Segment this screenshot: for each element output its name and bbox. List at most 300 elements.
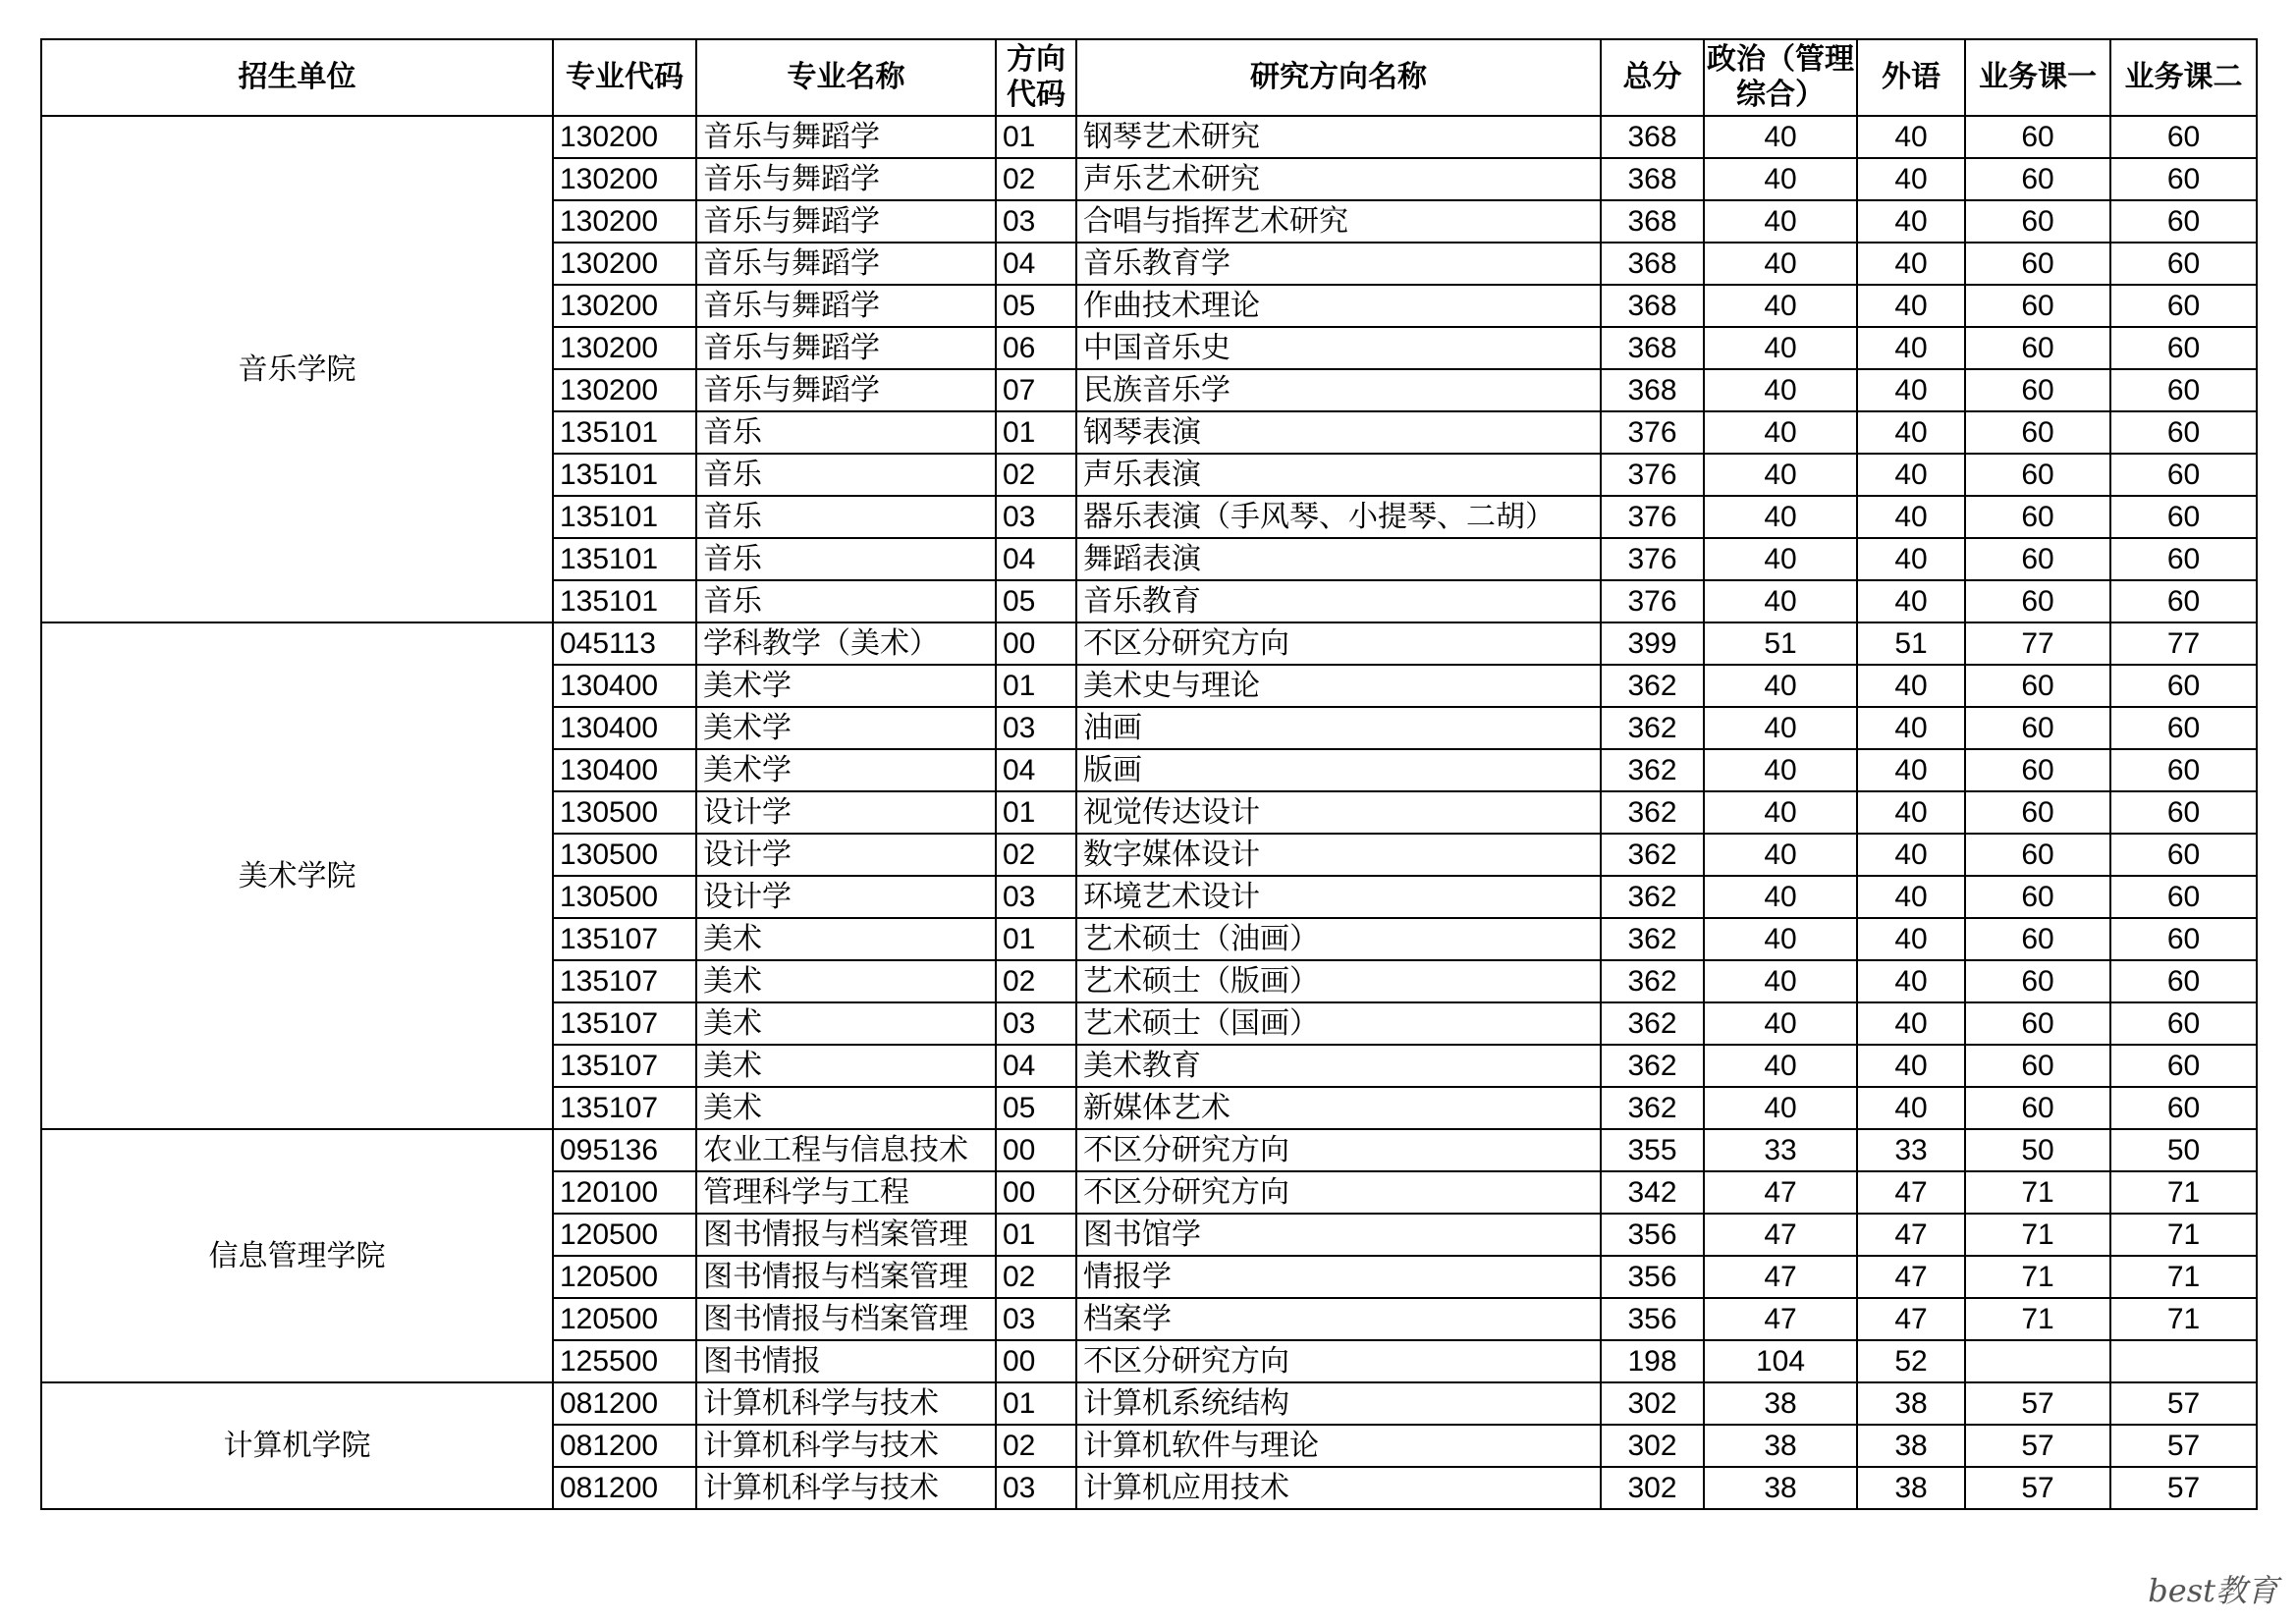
cell-course-2 — [2110, 1340, 2257, 1382]
cell-foreign-language: 40 — [1857, 1045, 1965, 1087]
cell-total: 368 — [1601, 158, 1704, 200]
cell-foreign-language: 40 — [1857, 1002, 1965, 1045]
cell-politics: 40 — [1704, 707, 1857, 749]
cell-politics: 40 — [1704, 454, 1857, 496]
cell-total: 302 — [1601, 1467, 1704, 1509]
cell-major-name: 设计学 — [696, 791, 996, 834]
cell-course-1: 60 — [1965, 243, 2110, 285]
cell-foreign-language: 51 — [1857, 622, 1965, 665]
cell-direction-name: 不区分研究方向 — [1076, 1171, 1601, 1214]
cell-direction-code: 01 — [996, 1382, 1076, 1425]
cell-politics: 47 — [1704, 1214, 1857, 1256]
cell-direction-name: 数字媒体设计 — [1076, 834, 1601, 876]
cell-course-1: 60 — [1965, 665, 2110, 707]
cell-total: 362 — [1601, 791, 1704, 834]
cell-direction-code: 03 — [996, 200, 1076, 243]
table-row — [41, 1129, 2257, 1171]
cell-direction-name: 新媒体艺术 — [1076, 1087, 1601, 1129]
cell-total: 362 — [1601, 749, 1704, 791]
cell-total: 355 — [1601, 1129, 1704, 1171]
cell-foreign-language: 40 — [1857, 791, 1965, 834]
cell-course-1: 60 — [1965, 834, 2110, 876]
cell-major-name: 计算机科学与技术 — [696, 1382, 996, 1425]
cell-major-code: 095136 — [553, 1129, 696, 1171]
cell-major-name: 美术 — [696, 918, 996, 960]
cell-major-code: 045113 — [553, 622, 696, 665]
cell-foreign-language: 40 — [1857, 665, 1965, 707]
cell-direction-code: 01 — [996, 665, 1076, 707]
cell-foreign-language: 40 — [1857, 538, 1965, 580]
cell-course-2: 60 — [2110, 791, 2257, 834]
cell-direction-name: 钢琴表演 — [1076, 411, 1601, 454]
cell-foreign-language: 33 — [1857, 1129, 1965, 1171]
cell-major-name: 音乐 — [696, 580, 996, 622]
cell-direction-code: 02 — [996, 158, 1076, 200]
table-header — [41, 39, 2257, 116]
cell-course-2: 60 — [2110, 116, 2257, 158]
cell-course-2: 57 — [2110, 1425, 2257, 1467]
cell-major-name: 设计学 — [696, 834, 996, 876]
cell-major-name: 音乐与舞蹈学 — [696, 327, 996, 369]
cell-direction-name: 油画 — [1076, 707, 1601, 749]
cell-foreign-language: 40 — [1857, 158, 1965, 200]
cell-major-name: 美术 — [696, 960, 996, 1002]
cell-course-2: 71 — [2110, 1214, 2257, 1256]
cell-major-name: 音乐 — [696, 454, 996, 496]
cell-course-2: 60 — [2110, 960, 2257, 1002]
cell-direction-code: 00 — [996, 1129, 1076, 1171]
cell-direction-code: 01 — [996, 918, 1076, 960]
cell-politics: 40 — [1704, 116, 1857, 158]
cell-foreign-language: 40 — [1857, 749, 1965, 791]
header-direction-code: 方向代码 — [996, 39, 1076, 116]
cell-major-code: 120500 — [553, 1298, 696, 1340]
cell-politics: 47 — [1704, 1171, 1857, 1214]
watermark: best教育 — [2148, 1572, 2278, 1609]
cell-course-1: 57 — [1965, 1382, 2110, 1425]
cell-total: 362 — [1601, 1045, 1704, 1087]
cell-foreign-language: 40 — [1857, 707, 1965, 749]
cell-unit: 信息管理学院 — [41, 1129, 553, 1382]
cell-major-code: 130400 — [553, 665, 696, 707]
cell-course-1: 60 — [1965, 749, 2110, 791]
cell-direction-code: 05 — [996, 1087, 1076, 1129]
cell-direction-code: 03 — [996, 496, 1076, 538]
cell-direction-name: 美术教育 — [1076, 1045, 1601, 1087]
cell-total: 362 — [1601, 1002, 1704, 1045]
cell-foreign-language: 40 — [1857, 454, 1965, 496]
cell-course-1: 60 — [1965, 580, 2110, 622]
cell-foreign-language: 40 — [1857, 918, 1965, 960]
cell-direction-name: 情报学 — [1076, 1256, 1601, 1298]
cell-major-code: 130200 — [553, 243, 696, 285]
cell-direction-code: 05 — [996, 580, 1076, 622]
cell-major-code: 130200 — [553, 116, 696, 158]
cell-politics: 40 — [1704, 1002, 1857, 1045]
cell-foreign-language: 40 — [1857, 960, 1965, 1002]
cell-total: 356 — [1601, 1214, 1704, 1256]
cell-course-1: 60 — [1965, 791, 2110, 834]
cell-total: 368 — [1601, 327, 1704, 369]
cell-politics: 40 — [1704, 665, 1857, 707]
cell-major-code: 130200 — [553, 158, 696, 200]
cell-total: 198 — [1601, 1340, 1704, 1382]
cell-direction-code: 00 — [996, 1340, 1076, 1382]
cell-major-name: 音乐与舞蹈学 — [696, 116, 996, 158]
cell-foreign-language: 40 — [1857, 369, 1965, 411]
cell-politics: 33 — [1704, 1129, 1857, 1171]
cell-course-2: 60 — [2110, 876, 2257, 918]
cell-direction-code: 03 — [996, 876, 1076, 918]
cell-major-code: 120100 — [553, 1171, 696, 1214]
cell-foreign-language: 38 — [1857, 1467, 1965, 1509]
cell-total: 368 — [1601, 369, 1704, 411]
cell-major-name: 音乐与舞蹈学 — [696, 369, 996, 411]
cell-major-name: 美术学 — [696, 665, 996, 707]
cell-total: 376 — [1601, 411, 1704, 454]
cell-course-1: 60 — [1965, 876, 2110, 918]
cell-direction-name: 美术史与理论 — [1076, 665, 1601, 707]
cell-course-2: 60 — [2110, 454, 2257, 496]
cell-course-2: 60 — [2110, 749, 2257, 791]
cell-course-1: 71 — [1965, 1214, 2110, 1256]
cell-total: 362 — [1601, 665, 1704, 707]
cell-direction-name: 版画 — [1076, 749, 1601, 791]
cell-course-2: 60 — [2110, 580, 2257, 622]
cell-course-1: 60 — [1965, 158, 2110, 200]
cell-foreign-language: 47 — [1857, 1214, 1965, 1256]
header-direction-name: 研究方向名称 — [1076, 39, 1601, 116]
cell-direction-code: 04 — [996, 749, 1076, 791]
cell-politics: 40 — [1704, 496, 1857, 538]
cell-politics: 38 — [1704, 1425, 1857, 1467]
cell-direction-name: 艺术硕士（版画） — [1076, 960, 1601, 1002]
cell-direction-code: 02 — [996, 1425, 1076, 1467]
cell-direction-code: 03 — [996, 1298, 1076, 1340]
cell-politics: 51 — [1704, 622, 1857, 665]
cell-major-code: 135101 — [553, 411, 696, 454]
cell-major-name: 图书情报与档案管理 — [696, 1214, 996, 1256]
header-foreign-language: 外语 — [1857, 39, 1965, 116]
cell-major-code: 130200 — [553, 327, 696, 369]
cell-total: 302 — [1601, 1382, 1704, 1425]
cell-course-2: 57 — [2110, 1467, 2257, 1509]
cell-course-1: 60 — [1965, 454, 2110, 496]
cell-major-name: 计算机科学与技术 — [696, 1467, 996, 1509]
cell-unit: 音乐学院 — [41, 116, 553, 622]
cell-foreign-language: 38 — [1857, 1425, 1965, 1467]
cell-direction-name: 视觉传达设计 — [1076, 791, 1601, 834]
cell-course-1 — [1965, 1340, 2110, 1382]
cell-direction-name: 环境艺术设计 — [1076, 876, 1601, 918]
table-body — [41, 116, 2257, 1509]
cell-total: 362 — [1601, 960, 1704, 1002]
cell-course-1: 71 — [1965, 1298, 2110, 1340]
cell-major-name: 图书情报与档案管理 — [696, 1298, 996, 1340]
cell-major-name: 设计学 — [696, 876, 996, 918]
cell-course-1: 57 — [1965, 1425, 2110, 1467]
cell-major-code: 135107 — [553, 1087, 696, 1129]
cell-course-1: 60 — [1965, 411, 2110, 454]
cell-course-1: 77 — [1965, 622, 2110, 665]
cell-politics: 40 — [1704, 538, 1857, 580]
cell-direction-name: 计算机软件与理论 — [1076, 1425, 1601, 1467]
cell-major-code: 081200 — [553, 1467, 696, 1509]
cell-foreign-language: 40 — [1857, 580, 1965, 622]
cell-direction-code: 03 — [996, 1002, 1076, 1045]
cell-direction-code: 02 — [996, 960, 1076, 1002]
header-total: 总分 — [1601, 39, 1704, 116]
cell-course-2: 60 — [2110, 411, 2257, 454]
cell-direction-name: 不区分研究方向 — [1076, 1129, 1601, 1171]
header-major-name: 专业名称 — [696, 39, 996, 116]
cell-direction-name: 钢琴艺术研究 — [1076, 116, 1601, 158]
cell-foreign-language: 47 — [1857, 1171, 1965, 1214]
cell-major-name: 农业工程与信息技术 — [696, 1129, 996, 1171]
header-course-1: 业务课一 — [1965, 39, 2110, 116]
cell-foreign-language: 40 — [1857, 496, 1965, 538]
cell-direction-name: 民族音乐学 — [1076, 369, 1601, 411]
cell-politics: 40 — [1704, 791, 1857, 834]
cell-direction-code: 01 — [996, 1214, 1076, 1256]
cell-major-code: 135101 — [553, 454, 696, 496]
cell-course-2: 50 — [2110, 1129, 2257, 1171]
cell-major-code: 135101 — [553, 580, 696, 622]
cell-total: 368 — [1601, 116, 1704, 158]
cell-direction-code: 02 — [996, 454, 1076, 496]
cell-politics: 40 — [1704, 200, 1857, 243]
header-course-2: 业务课二 — [2110, 39, 2257, 116]
cell-course-1: 71 — [1965, 1171, 2110, 1214]
cell-major-code: 135101 — [553, 496, 696, 538]
cell-course-1: 60 — [1965, 960, 2110, 1002]
cell-direction-code: 04 — [996, 538, 1076, 580]
cell-course-2: 71 — [2110, 1171, 2257, 1214]
cell-politics: 38 — [1704, 1467, 1857, 1509]
cell-course-1: 60 — [1965, 369, 2110, 411]
cell-politics: 104 — [1704, 1340, 1857, 1382]
cell-major-name: 美术学 — [696, 749, 996, 791]
cell-politics: 40 — [1704, 580, 1857, 622]
cell-direction-name: 档案学 — [1076, 1298, 1601, 1340]
cell-politics: 40 — [1704, 960, 1857, 1002]
cell-total: 302 — [1601, 1425, 1704, 1467]
cell-foreign-language: 40 — [1857, 876, 1965, 918]
cell-major-code: 135107 — [553, 960, 696, 1002]
cell-politics: 40 — [1704, 918, 1857, 960]
header-unit: 招生单位 — [41, 39, 553, 116]
cell-major-name: 音乐 — [696, 496, 996, 538]
cell-course-2: 71 — [2110, 1298, 2257, 1340]
cell-total: 368 — [1601, 243, 1704, 285]
cell-major-name: 美术 — [696, 1045, 996, 1087]
cell-major-name: 美术 — [696, 1087, 996, 1129]
cell-course-2: 60 — [2110, 1087, 2257, 1129]
cell-direction-code: 03 — [996, 707, 1076, 749]
cell-total: 376 — [1601, 538, 1704, 580]
cell-politics: 40 — [1704, 327, 1857, 369]
cell-major-code: 130200 — [553, 285, 696, 327]
cell-course-1: 50 — [1965, 1129, 2110, 1171]
cell-course-1: 60 — [1965, 1002, 2110, 1045]
cell-direction-name: 音乐教育 — [1076, 580, 1601, 622]
cell-major-name: 学科教学（美术） — [696, 622, 996, 665]
cell-direction-name: 声乐表演 — [1076, 454, 1601, 496]
cell-total: 368 — [1601, 200, 1704, 243]
cell-major-name: 音乐与舞蹈学 — [696, 243, 996, 285]
cell-course-1: 60 — [1965, 1087, 2110, 1129]
cell-major-name: 音乐与舞蹈学 — [696, 158, 996, 200]
cell-major-code: 081200 — [553, 1382, 696, 1425]
cell-major-name: 管理科学与工程 — [696, 1171, 996, 1214]
cell-politics: 40 — [1704, 876, 1857, 918]
cell-major-name: 图书情报 — [696, 1340, 996, 1382]
cell-course-1: 60 — [1965, 1045, 2110, 1087]
cell-total: 368 — [1601, 285, 1704, 327]
cell-direction-name: 音乐教育学 — [1076, 243, 1601, 285]
cell-direction-name: 作曲技术理论 — [1076, 285, 1601, 327]
cell-course-2: 60 — [2110, 496, 2257, 538]
cell-major-code: 130500 — [553, 791, 696, 834]
cell-course-2: 57 — [2110, 1382, 2257, 1425]
cell-major-name: 计算机科学与技术 — [696, 1425, 996, 1467]
cell-politics: 38 — [1704, 1382, 1857, 1425]
cell-politics: 47 — [1704, 1298, 1857, 1340]
cell-total: 362 — [1601, 876, 1704, 918]
cell-major-code: 120500 — [553, 1256, 696, 1298]
score-table — [40, 38, 2258, 1510]
table-row — [41, 1382, 2257, 1425]
cell-course-1: 60 — [1965, 200, 2110, 243]
cell-total: 362 — [1601, 1087, 1704, 1129]
cell-course-2: 60 — [2110, 327, 2257, 369]
cell-course-2: 60 — [2110, 918, 2257, 960]
cell-major-name: 音乐与舞蹈学 — [696, 285, 996, 327]
cell-direction-name: 艺术硕士（油画） — [1076, 918, 1601, 960]
cell-direction-code: 02 — [996, 834, 1076, 876]
cell-politics: 40 — [1704, 369, 1857, 411]
cell-major-code: 135101 — [553, 538, 696, 580]
cell-course-1: 60 — [1965, 116, 2110, 158]
cell-direction-name: 舞蹈表演 — [1076, 538, 1601, 580]
cell-total: 362 — [1601, 834, 1704, 876]
cell-total: 376 — [1601, 496, 1704, 538]
cell-total: 342 — [1601, 1171, 1704, 1214]
cell-foreign-language: 40 — [1857, 327, 1965, 369]
cell-foreign-language: 40 — [1857, 200, 1965, 243]
cell-foreign-language: 40 — [1857, 834, 1965, 876]
cell-direction-name: 器乐表演（手风琴、小提琴、二胡） — [1076, 496, 1601, 538]
cell-course-2: 60 — [2110, 369, 2257, 411]
cell-major-code: 081200 — [553, 1425, 696, 1467]
cell-course-2: 60 — [2110, 200, 2257, 243]
cell-major-code: 130400 — [553, 707, 696, 749]
cell-direction-name: 计算机系统结构 — [1076, 1382, 1601, 1425]
cell-foreign-language: 52 — [1857, 1340, 1965, 1382]
cell-direction-name: 计算机应用技术 — [1076, 1467, 1601, 1509]
cell-direction-code: 02 — [996, 1256, 1076, 1298]
cell-direction-name: 艺术硕士（国画） — [1076, 1002, 1601, 1045]
cell-foreign-language: 40 — [1857, 243, 1965, 285]
cell-course-2: 60 — [2110, 834, 2257, 876]
table-row — [41, 622, 2257, 665]
header-politics: 政治（管理综合） — [1704, 39, 1857, 116]
cell-major-code: 120500 — [553, 1214, 696, 1256]
cell-course-1: 60 — [1965, 707, 2110, 749]
cell-course-2: 60 — [2110, 707, 2257, 749]
cell-politics: 40 — [1704, 1045, 1857, 1087]
cell-major-name: 美术学 — [696, 707, 996, 749]
cell-course-2: 60 — [2110, 158, 2257, 200]
cell-direction-name: 中国音乐史 — [1076, 327, 1601, 369]
cell-major-name: 音乐与舞蹈学 — [696, 200, 996, 243]
cell-total: 362 — [1601, 707, 1704, 749]
cell-politics: 40 — [1704, 243, 1857, 285]
cell-politics: 40 — [1704, 834, 1857, 876]
cell-major-name: 图书情报与档案管理 — [696, 1256, 996, 1298]
cell-major-code: 125500 — [553, 1340, 696, 1382]
cell-foreign-language: 38 — [1857, 1382, 1965, 1425]
cell-direction-name: 声乐艺术研究 — [1076, 158, 1601, 200]
table-row — [41, 116, 2257, 158]
cell-course-2: 60 — [2110, 243, 2257, 285]
cell-total: 356 — [1601, 1256, 1704, 1298]
cell-foreign-language: 47 — [1857, 1256, 1965, 1298]
cell-total: 356 — [1601, 1298, 1704, 1340]
cell-politics: 40 — [1704, 749, 1857, 791]
cell-course-2: 60 — [2110, 285, 2257, 327]
cell-major-code: 130200 — [553, 200, 696, 243]
cell-direction-code: 00 — [996, 1171, 1076, 1214]
cell-direction-code: 03 — [996, 1467, 1076, 1509]
cell-total: 376 — [1601, 580, 1704, 622]
cell-total: 399 — [1601, 622, 1704, 665]
cell-course-2: 71 — [2110, 1256, 2257, 1298]
cell-course-2: 60 — [2110, 1045, 2257, 1087]
cell-major-name: 音乐 — [696, 411, 996, 454]
cell-politics: 40 — [1704, 411, 1857, 454]
cell-direction-code: 07 — [996, 369, 1076, 411]
cell-direction-code: 00 — [996, 622, 1076, 665]
cell-major-code: 130500 — [553, 876, 696, 918]
cell-direction-code: 05 — [996, 285, 1076, 327]
cell-direction-code: 01 — [996, 116, 1076, 158]
cell-course-1: 60 — [1965, 327, 2110, 369]
cell-major-code: 130400 — [553, 749, 696, 791]
cell-course-1: 60 — [1965, 538, 2110, 580]
cell-course-1: 60 — [1965, 285, 2110, 327]
cell-course-1: 60 — [1965, 496, 2110, 538]
cell-unit: 美术学院 — [41, 622, 553, 1129]
header-major-code: 专业代码 — [553, 39, 696, 116]
cell-course-2: 60 — [2110, 1002, 2257, 1045]
cell-course-1: 57 — [1965, 1467, 2110, 1509]
cell-politics: 47 — [1704, 1256, 1857, 1298]
cell-politics: 40 — [1704, 158, 1857, 200]
cell-course-1: 60 — [1965, 918, 2110, 960]
header-row — [41, 39, 2257, 116]
cell-direction-name: 不区分研究方向 — [1076, 1340, 1601, 1382]
cell-direction-code: 04 — [996, 1045, 1076, 1087]
cell-total: 362 — [1601, 918, 1704, 960]
cell-foreign-language: 40 — [1857, 285, 1965, 327]
cell-unit: 计算机学院 — [41, 1382, 553, 1509]
cell-foreign-language: 47 — [1857, 1298, 1965, 1340]
cell-total: 376 — [1601, 454, 1704, 496]
cell-major-code: 135107 — [553, 918, 696, 960]
cell-direction-code: 01 — [996, 791, 1076, 834]
cell-course-2: 60 — [2110, 538, 2257, 580]
